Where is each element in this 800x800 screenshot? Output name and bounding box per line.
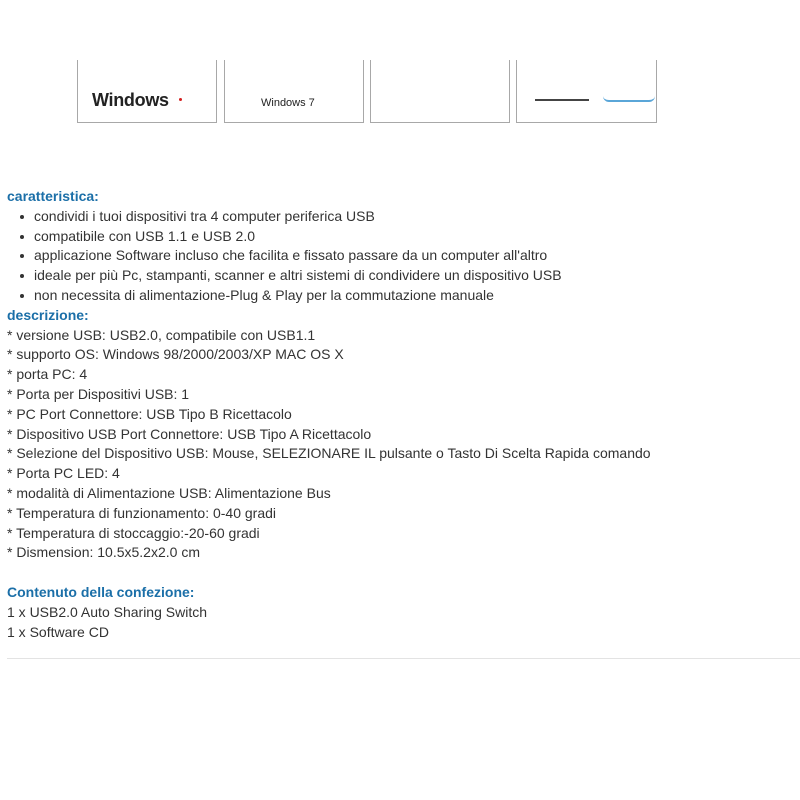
spec-line: * Porta PC LED: 4	[7, 465, 120, 482]
feature-item: ideale per più Pc, stampanti, scanner e altri sistemi di condividere un dispositivo USB	[7, 266, 797, 286]
feature-item: applicazione Software incluso che facilita e fissato passare da un computer all'altro	[7, 246, 797, 266]
package-line: 1 x Software CD	[7, 623, 109, 640]
spec-line: * Dispositivo USB Port Connettore: USB Tipo A Ricettacolo	[7, 425, 372, 442]
os-logo-row	[77, 0, 667, 126]
spec-line: * PC Port Connettore: USB Tipo B Ricettacolo	[7, 405, 292, 422]
bottom-divider	[7, 658, 800, 659]
mac-os-logo-box	[516, 60, 657, 123]
blank-logo-box	[370, 60, 510, 123]
features-heading: caratteristica:	[7, 188, 99, 204]
package-list	[7, 603, 797, 643]
windows-7-logo-box	[224, 60, 364, 123]
spec-line: * supporto OS: Windows 98/2000/2003/XP MAC OS X	[7, 346, 344, 363]
feature-item: compatibile con USB 1.1 e USB 2.0	[7, 227, 797, 247]
windows-7-logo-icon: Windows 7	[261, 97, 315, 109]
spec-line: * porta PC: 4	[7, 366, 88, 383]
product-description	[7, 187, 797, 642]
windows-logo-box	[77, 60, 217, 123]
windows-logo-mark	[179, 98, 182, 101]
mac-os-logo-icon	[535, 94, 655, 104]
spec-line: * modalità di Alimentazione USB: Alimentazione Bus	[7, 484, 331, 501]
spec-line: * Temperatura di funzionamento: 0-40 gradi	[7, 504, 277, 521]
spec-line: * versione USB: USB2.0, compatibile con USB1.1	[7, 326, 316, 343]
feature-item: condividi i tuoi dispositivi tra 4 computer periferica USB	[7, 207, 797, 227]
spec-list	[7, 326, 797, 564]
windows-logo-icon: Windows	[92, 90, 169, 110]
package-line: 1 x USB2.0 Auto Sharing Switch	[7, 603, 207, 620]
feature-item: non necessita di alimentazione-Plug & Play per la commutazione manuale	[7, 286, 797, 306]
section-spacer	[7, 563, 797, 583]
spec-line: * Porta per Dispositivi USB: 1	[7, 385, 190, 402]
description-heading: descrizione:	[7, 306, 89, 323]
features-list	[7, 207, 797, 306]
package-heading: Contenuto della confezione:	[7, 583, 195, 600]
spec-line: * Dismension: 10.5x5.2x2.0 cm	[7, 544, 200, 561]
spec-line: * Selezione del Dispositivo USB: Mouse, SELEZIONARE IL pulsante o Tasto Di Scelta Rapida comando	[7, 445, 651, 462]
spec-line: * Temperatura di stoccaggio:-20-60 gradi	[7, 524, 260, 541]
